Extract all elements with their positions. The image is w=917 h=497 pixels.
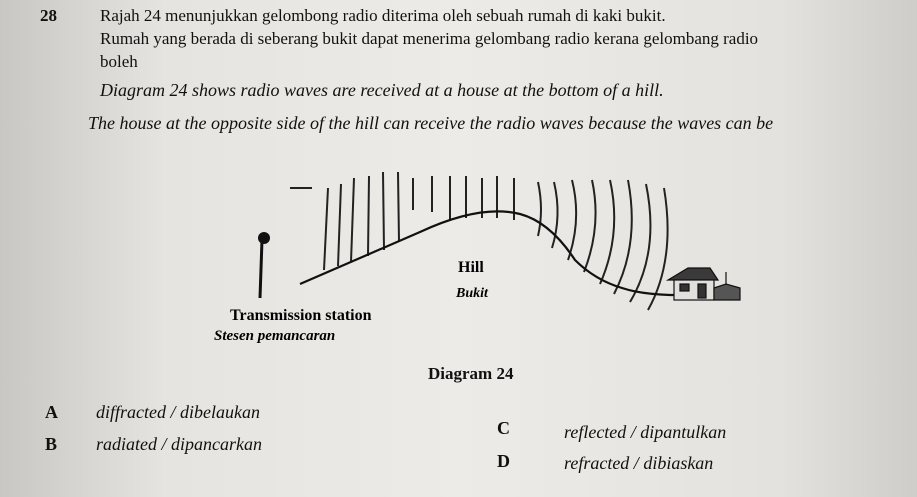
- question-number: 28: [40, 6, 57, 25]
- hill-label: Hill: [458, 259, 484, 276]
- option-text: refracted / dibiaskan: [564, 453, 714, 473]
- question-text-english-2: The house at the opposite side of the hill can receive the radio waves because the waves can be: [88, 113, 774, 133]
- station-label-malay: Stesen pemancaran: [214, 328, 336, 344]
- question-text-malay-1: Rajah 24 menunjukkan gelombong radio diterima oleh sebuah rumah di kaki bukit.: [100, 6, 666, 25]
- option-text: diffracted / dibelaukan: [96, 402, 260, 422]
- incoming-wavefronts: [324, 172, 399, 270]
- question-text-english-1: Diagram 24 shows radio waves are received at a house at the bottom of a hill.: [100, 80, 664, 100]
- diffracted-wavefronts: [538, 180, 668, 310]
- question-text-malay-3: boleh: [100, 52, 138, 71]
- top-wavefronts: [413, 176, 514, 220]
- diagram-caption: Diagram 24: [428, 364, 514, 383]
- option-letter: C: [497, 418, 510, 438]
- option-letter: B: [45, 434, 58, 454]
- option-letter: D: [497, 451, 510, 471]
- hill-label-malay: Bukit: [456, 286, 488, 301]
- question-text-malay-2: Rumah yang berada di seberang bukit dapat menerima gelombang radio kerana gelombang radio: [100, 29, 759, 48]
- station-label: Transmission station: [230, 307, 372, 324]
- radio-wave-diagram: [200, 160, 760, 360]
- option-text: radiated / dipancarkan: [96, 434, 262, 454]
- transmission-station-icon: [258, 232, 270, 298]
- option-text: reflected / dipantulkan: [564, 422, 727, 442]
- option-letter: A: [45, 402, 58, 422]
- house-icon: [668, 268, 740, 300]
